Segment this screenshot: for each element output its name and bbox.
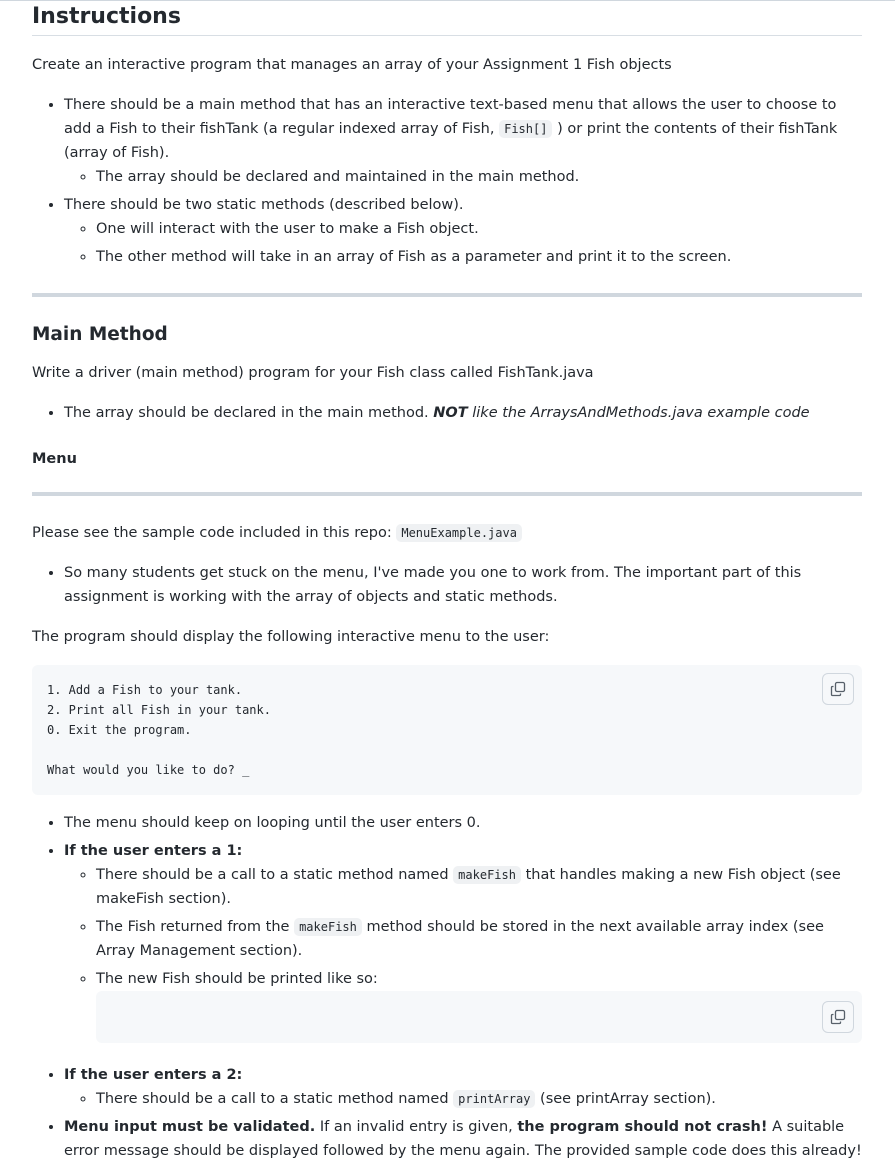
inline-code: makeFish xyxy=(453,866,521,884)
instructions-heading: Instructions xyxy=(32,0,862,36)
list-item: ◦ The new Fish should be printed like so: xyxy=(96,967,862,1043)
list-item: • So many students get stuck on the menu, I've made you one to work from. The important part of this assignment is working with the array of objects and static methods. xyxy=(64,561,862,609)
instructions-list xyxy=(32,93,862,269)
inline-code: Fish[] xyxy=(499,120,552,138)
code-text: 1. Add a Fish to your tank. 2. Print all Fish in your tank. 0. Exit the program. What would you like to do? _ xyxy=(47,683,271,777)
list-item: • Menu input must be validated. If an invalid entry is given, the program should not crash! A suitable error message should be displayed followed by the menu again. The provided sample code does this already! xyxy=(64,1115,862,1163)
list-item: • If the user enters a 2: ◦ There should be a call to a static method named printArray (see printArray section). xyxy=(64,1063,862,1111)
list-item: ◦ The array should be declared and maintained in the main method. xyxy=(96,165,862,189)
main-method-list xyxy=(32,401,862,425)
list-item: ◦ There should be a call to a static method named makeFish that handles making a new Fish object (see makeFish section). xyxy=(96,863,862,911)
instructions-intro: Create an interactive program that manages an array of your Assignment 1 Fish objects xyxy=(32,57,672,73)
list-item: • The array should be declared in the main method. NOT like the ArraysAndMethods.java example code xyxy=(64,401,862,425)
menu-rules-list xyxy=(32,811,862,1163)
copy-icon xyxy=(830,1009,846,1025)
menu-note-list xyxy=(32,561,862,609)
menu-display-text: The program should display the following interactive menu to the user: xyxy=(32,629,550,645)
list-item: ◦ The other method will take in an array of Fish as a parameter and print it to the screen. xyxy=(96,245,862,269)
section-divider xyxy=(32,492,862,496)
list-item: • There should be two static methods (described below). ◦ One will interact with the user to make a Fish object. ◦ The other method will take in an array of Fish as a parameter and print it to the screen. xyxy=(64,193,862,269)
inline-code: printArray xyxy=(453,1090,535,1108)
copy-button[interactable] xyxy=(822,1001,854,1033)
list-item: ◦ The Fish returned from the makeFish method should be stored in the next available array index (see Array Management section). xyxy=(96,915,862,963)
inline-code: makeFish xyxy=(294,918,362,936)
copy-button[interactable] xyxy=(822,673,854,705)
list-item: • There should be a main method that has an interactive text-based menu that allows the user to choose to add a Fish to their fishTank (a regular indexed array of Fish, Fish[] ) or print the contents of their fishTank (array of Fish). ◦ The array should be declared and maintained in the main method. xyxy=(64,93,862,189)
section-divider xyxy=(32,293,862,297)
inline-code-link[interactable]: MenuExample.java xyxy=(396,524,522,542)
list-item: ◦ One will interact with the user to make a Fish object. xyxy=(96,217,862,241)
list-item: • The menu should keep on looping until the user enters 0. xyxy=(64,811,862,835)
copy-icon xyxy=(830,681,846,697)
readme-content xyxy=(32,0,862,1163)
menu-code-block xyxy=(32,665,862,795)
list-item: • If the user enters a 1: ◦ There should be a call to a static method named makeFish that handles making a new Fish object (see makeFish section). ◦ The Fish returned from the makeFish method should be stored in the next available array index (see Array Management section). ◦ The new Fish should be printed like so: xyxy=(64,839,862,1043)
fish-print-code-block xyxy=(96,991,862,1043)
main-method-intro: Write a driver (main method) program for your Fish class called FishTank.java xyxy=(32,365,594,381)
menu-heading: Menu xyxy=(32,451,77,467)
main-method-heading: Main Method xyxy=(32,324,168,345)
list-item: ◦ There should be a call to a static method named printArray (see printArray section). xyxy=(96,1087,862,1111)
menu-sample-text: Please see the sample code included in this repo: MenuExample.java xyxy=(32,521,862,545)
